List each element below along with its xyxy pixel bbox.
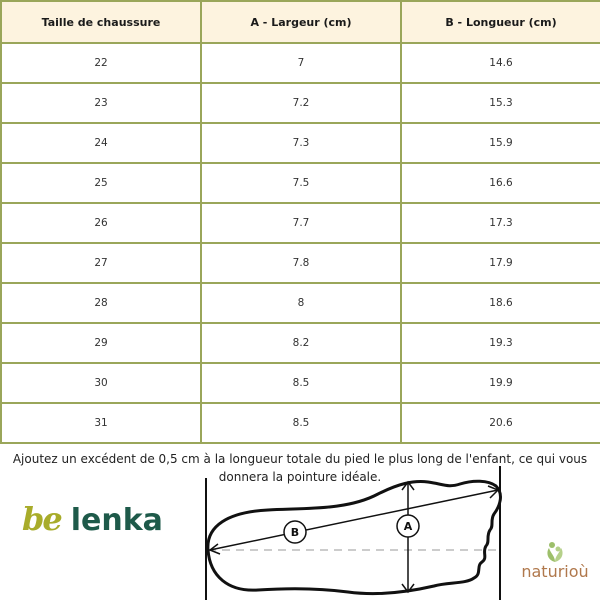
table-row — [1, 403, 600, 443]
cell-width: 8.5 — [201, 403, 401, 443]
cell-size: 22 — [1, 43, 201, 83]
table-row — [1, 363, 600, 403]
cell-width: 8.5 — [201, 363, 401, 403]
table-row — [1, 323, 600, 363]
cell-size: 25 — [1, 163, 201, 203]
naturiou-logo-text: naturioù — [521, 562, 589, 581]
cell-size: 28 — [1, 283, 201, 323]
table-row — [1, 43, 600, 83]
cell-width: 7.5 — [201, 163, 401, 203]
cell-size: 24 — [1, 123, 201, 163]
cell-width: 7.2 — [201, 83, 401, 123]
belenka-logo-lenka: lenka — [70, 503, 163, 538]
cell-length: 16.6 — [401, 163, 600, 203]
cell-length: 19.3 — [401, 323, 600, 363]
sizing-note-line1: Ajoutez un excédent de 0,5 cm à la longueur totale du pied le plus long de l'enfant, ce qui vous — [12, 452, 588, 466]
cell-length: 20.6 — [401, 403, 600, 443]
cell-length: 19.9 — [401, 363, 600, 403]
cell-width: 7.3 — [201, 123, 401, 163]
sizing-note-line2: donnera la pointure idéale. — [218, 470, 382, 484]
cell-length: 17.9 — [401, 243, 600, 283]
table-header-row — [1, 1, 600, 43]
naturiou-logo — [510, 540, 600, 600]
naturiou-leaf-icon — [543, 540, 567, 564]
table-row — [1, 243, 600, 283]
table-row — [1, 283, 600, 323]
cell-width: 7 — [201, 43, 401, 83]
header-length: B - Longueur (cm) — [401, 1, 600, 43]
foot-measurement-diagram — [198, 466, 508, 600]
label-b: B — [290, 526, 300, 539]
label-a: A — [403, 520, 413, 533]
header-shoe-size: Taille de chaussure — [1, 1, 201, 43]
cell-size: 27 — [1, 243, 201, 283]
cell-length: 15.3 — [401, 83, 600, 123]
cell-size: 29 — [1, 323, 201, 363]
cell-length: 18.6 — [401, 283, 600, 323]
cell-size: 31 — [1, 403, 201, 443]
cell-length: 17.3 — [401, 203, 600, 243]
table-row — [1, 123, 600, 163]
length-arrow-b — [210, 490, 498, 550]
cell-width: 8.2 — [201, 323, 401, 363]
cell-width: 8 — [201, 283, 401, 323]
belenka-logo-be: be — [22, 500, 61, 538]
table-row — [1, 203, 600, 243]
cell-length: 15.9 — [401, 123, 600, 163]
belenka-logo — [22, 500, 163, 540]
table-row — [1, 83, 600, 123]
header-width: A - Largeur (cm) — [201, 1, 401, 43]
table-row — [1, 163, 600, 203]
cell-size: 26 — [1, 203, 201, 243]
cell-length: 14.6 — [401, 43, 600, 83]
cell-size: 23 — [1, 83, 201, 123]
cell-size: 30 — [1, 363, 201, 403]
cell-width: 7.7 — [201, 203, 401, 243]
cell-width: 7.8 — [201, 243, 401, 283]
